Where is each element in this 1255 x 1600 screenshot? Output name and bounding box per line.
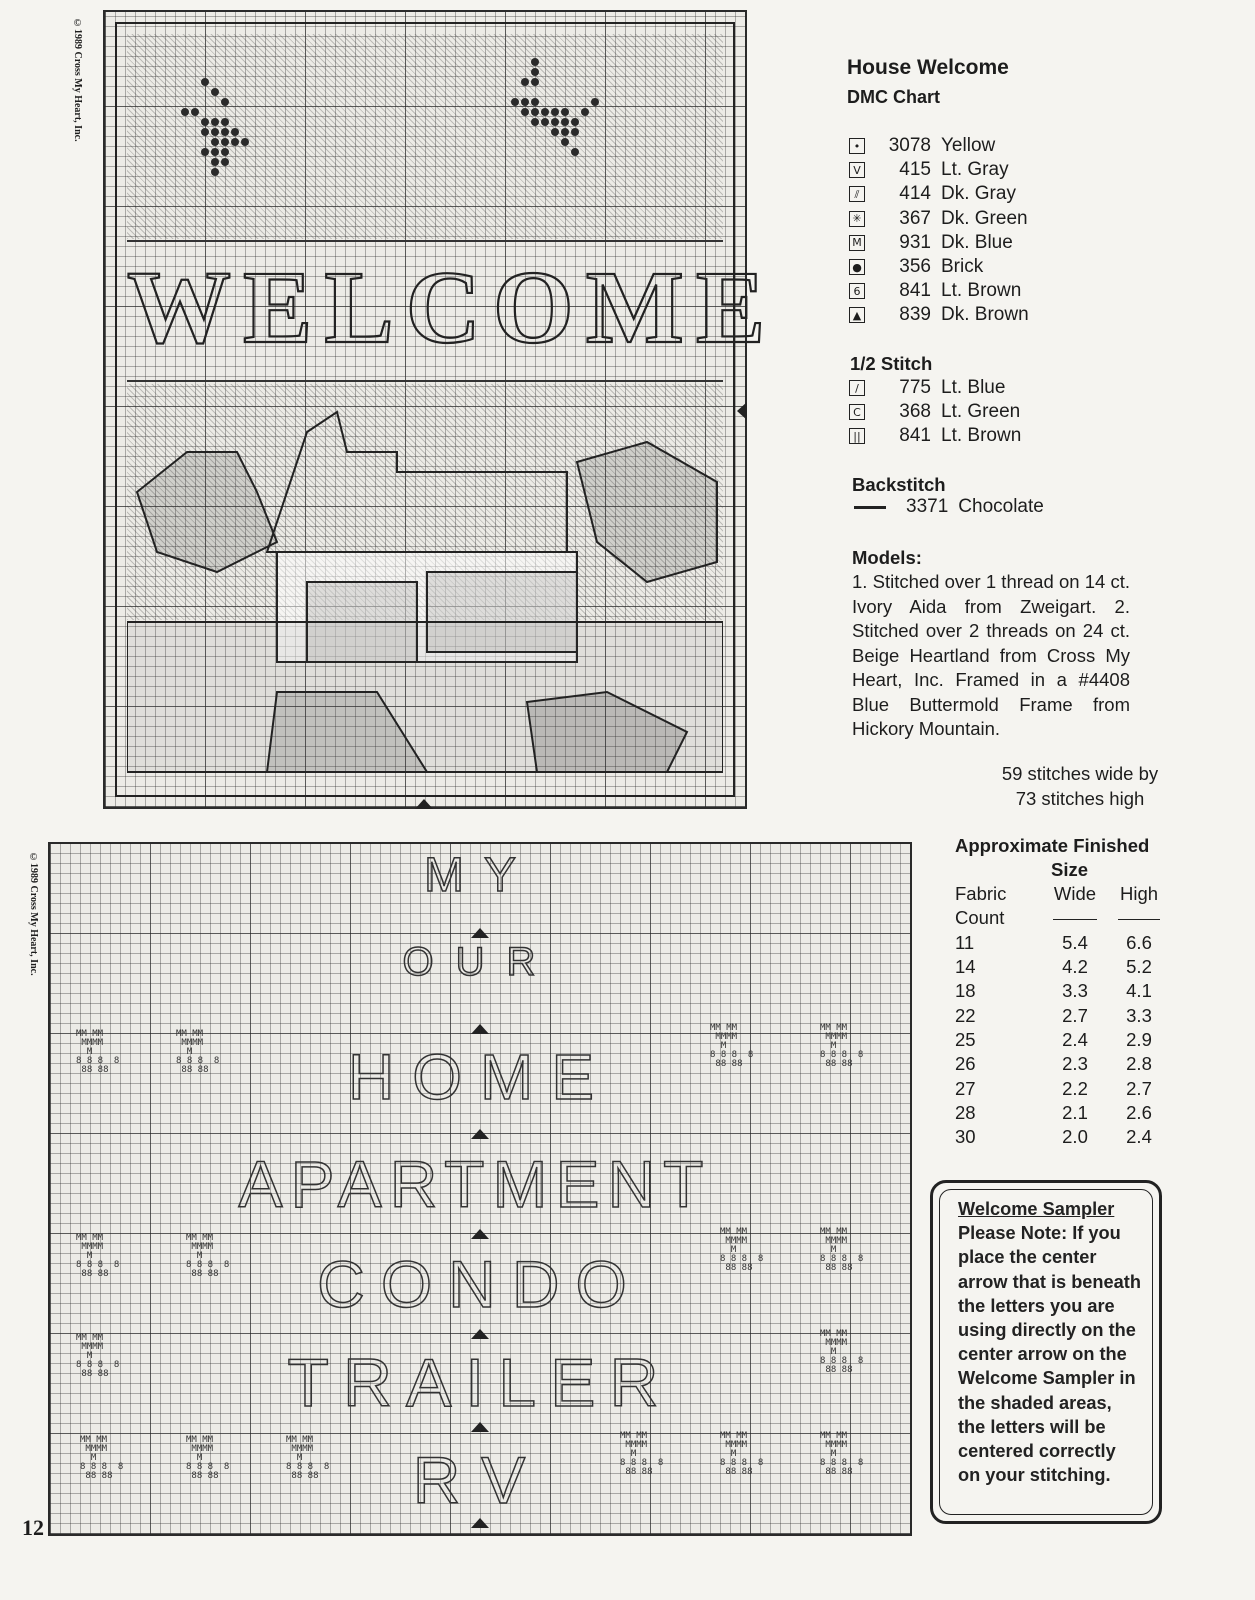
flower-motif: MM MM MMMM M 8 8 8 8 88 88 bbox=[80, 1435, 124, 1481]
house-scene bbox=[127, 392, 723, 782]
color-name: Dk. Green bbox=[941, 207, 1028, 229]
color-name: Dk. Gray bbox=[941, 183, 1016, 205]
size-high: 5.2 bbox=[1126, 956, 1152, 978]
legend-row bbox=[847, 182, 1107, 206]
flower-motif: MM MM MMMM M 8 8 8 8 88 88 bbox=[186, 1233, 230, 1279]
welcome-sampler-note bbox=[930, 1180, 1162, 1524]
color-name: Lt. Brown bbox=[941, 425, 1022, 447]
fabric-count: 22 bbox=[955, 1004, 976, 1026]
backstitch-heading: Backstitch bbox=[852, 474, 946, 495]
table-row bbox=[955, 1076, 1185, 1100]
size-wide: 5.4 bbox=[1062, 931, 1088, 953]
flower-motif: MM MM MMMM M 8 8 8 8 88 88 bbox=[710, 1023, 754, 1069]
stitch-count-width: 59 stitches wide by bbox=[1001, 763, 1159, 784]
note-title: Welcome Sampler bbox=[958, 1199, 1115, 1219]
size-wide: 3.3 bbox=[1062, 980, 1088, 1002]
col-high: High bbox=[1119, 883, 1159, 905]
center-arrow-icon bbox=[471, 928, 489, 938]
size-high: 4.1 bbox=[1126, 980, 1152, 1002]
flower-motif: MM MM MMMM M 8 8 8 8 88 88 bbox=[720, 1227, 764, 1273]
word-condo: CONDO bbox=[317, 1247, 643, 1321]
col-rule bbox=[1107, 907, 1171, 929]
half-stitch-heading: 1/2 Stitch bbox=[850, 353, 933, 374]
table-row bbox=[955, 979, 1185, 1003]
stitch-count bbox=[990, 762, 1170, 811]
center-arrow-icon bbox=[471, 1129, 489, 1139]
table-row bbox=[955, 1101, 1185, 1125]
backstitch-legend bbox=[854, 496, 1044, 518]
dmc-number: 841 bbox=[899, 425, 931, 447]
copyright-notice-top: ©1989 Cross My Heart, Inc. bbox=[72, 18, 83, 142]
size-table-subheading: Size bbox=[1051, 859, 1089, 880]
size-high: 2.9 bbox=[1126, 1028, 1152, 1050]
legend-row bbox=[847, 255, 1107, 279]
fabric-count: 14 bbox=[955, 956, 976, 978]
band-divider bbox=[127, 380, 723, 382]
chart-label: DMC Chart bbox=[847, 87, 940, 107]
word-my: MY bbox=[424, 849, 536, 902]
dot-symbol-icon: • bbox=[849, 138, 865, 154]
fabric-count: 26 bbox=[955, 1053, 976, 1075]
flower-motif: MM MM MMMM M 8 8 8 8 88 88 bbox=[76, 1333, 120, 1379]
word-apartment: APARTMENT bbox=[238, 1147, 712, 1221]
legend-row bbox=[847, 424, 1107, 448]
color-name: Dk. Blue bbox=[941, 231, 1013, 253]
dmc-number: 841 bbox=[899, 280, 931, 302]
legend-row bbox=[847, 158, 1107, 182]
legend-row bbox=[847, 134, 1107, 158]
half-stitch-legend bbox=[847, 376, 1107, 449]
filled-circle-symbol-icon: ● bbox=[849, 259, 865, 275]
size-table-header-row bbox=[955, 882, 1185, 906]
m-symbol-icon: M bbox=[849, 235, 865, 251]
size-high: 2.7 bbox=[1126, 1077, 1152, 1099]
dmc-number: 368 bbox=[899, 401, 931, 423]
sampler-word-chart bbox=[48, 842, 912, 1536]
note-text: Please Note: If you place the center arrow that is beneath the letters you are using directly on the center arrow on the Welcome Sampler in the shaded areas, the letters will be centered correctly on your stitching. bbox=[958, 1223, 1141, 1486]
copyright-notice-bottom: ©1989 Cross My Heart, Inc. bbox=[28, 852, 39, 976]
fabric-count: 28 bbox=[955, 1101, 976, 1123]
size-wide: 2.1 bbox=[1062, 1101, 1088, 1123]
backstitch-line-icon bbox=[854, 506, 886, 509]
legend-row bbox=[847, 279, 1107, 303]
legend-row bbox=[847, 303, 1107, 327]
word-home: HOME bbox=[348, 1041, 612, 1113]
six-symbol-icon: 6 bbox=[849, 283, 865, 299]
double-slash-symbol-icon: ⫽ bbox=[849, 186, 865, 202]
size-wide: 2.3 bbox=[1062, 1053, 1088, 1075]
center-arrow-bottom-icon bbox=[415, 799, 433, 809]
center-arrow-side-icon bbox=[737, 402, 747, 420]
color-name: Lt. Green bbox=[941, 401, 1021, 423]
page-number: 12 bbox=[22, 1515, 44, 1540]
table-row bbox=[955, 931, 1185, 955]
flower-motif: MM MM MMMM M 8 8 8 8 88 88 bbox=[76, 1233, 120, 1279]
legend-row bbox=[847, 376, 1107, 400]
table-row bbox=[955, 1028, 1185, 1052]
size-high: 2.8 bbox=[1126, 1053, 1152, 1075]
fabric-count: 18 bbox=[955, 980, 976, 1002]
flower-motif: MM MM MMMM M 8 8 8 8 88 88 bbox=[820, 1023, 864, 1069]
center-arrow-icon bbox=[471, 1518, 489, 1528]
table-row bbox=[955, 1003, 1185, 1027]
double-bar-symbol-icon: || bbox=[849, 428, 865, 444]
dmc-number: 414 bbox=[899, 183, 931, 205]
center-arrow-icon bbox=[471, 1329, 489, 1339]
asterisk-symbol-icon: ✳ bbox=[849, 211, 865, 227]
size-wide: 2.2 bbox=[1062, 1077, 1088, 1099]
size-wide: 2.7 bbox=[1062, 1004, 1088, 1026]
fabric-count: 11 bbox=[955, 931, 975, 953]
color-name: Lt. Brown bbox=[941, 280, 1022, 302]
size-high: 2.4 bbox=[1126, 1126, 1152, 1148]
color-name: Dk. Brown bbox=[941, 304, 1029, 326]
table-row bbox=[955, 1052, 1185, 1076]
models-text: 1. Stitched over 1 thread on 14 ct. Ivory Aida from Zweigart. 2. Stitched over 2 threads on 24 ct. Beige Heartland from Cross My Heart, Inc. Framed in a #4408 Blue Buttermold Frame from Hickory Mountain. bbox=[852, 571, 1130, 739]
dmc-number: 775 bbox=[899, 377, 931, 399]
size-high: 3.3 bbox=[1126, 1004, 1152, 1026]
word-rv: RV bbox=[412, 1443, 548, 1517]
center-arrow-icon bbox=[471, 1422, 489, 1432]
pattern-title: House Welcome bbox=[847, 56, 1009, 79]
house-welcome-chart bbox=[103, 10, 778, 809]
color-legend bbox=[847, 134, 1107, 328]
flower-motif: MM MM MMMM M 8 8 8 8 88 88 bbox=[720, 1431, 764, 1477]
col-count: Count bbox=[955, 907, 1005, 929]
size-high: 2.6 bbox=[1126, 1101, 1152, 1123]
size-wide: 4.2 bbox=[1062, 956, 1088, 978]
fabric-count: 30 bbox=[955, 1126, 976, 1148]
color-name: Yellow bbox=[941, 135, 996, 157]
welcome-word: WELCOME bbox=[127, 250, 778, 365]
center-arrow-icon bbox=[471, 1024, 489, 1034]
color-name: Chocolate bbox=[958, 496, 1044, 517]
col-rule bbox=[1043, 907, 1107, 929]
size-high: 6.6 bbox=[1126, 931, 1152, 953]
legend-row bbox=[847, 231, 1107, 255]
dmc-number: 415 bbox=[899, 159, 931, 181]
size-wide: 2.4 bbox=[1062, 1028, 1088, 1050]
models-heading: Models: bbox=[852, 547, 922, 568]
dmc-number: 356 bbox=[899, 256, 931, 278]
dmc-number: 367 bbox=[899, 207, 931, 229]
color-name: Lt. Blue bbox=[941, 377, 1006, 399]
center-arrow-icon bbox=[471, 1229, 489, 1239]
flower-motif: MM MM MMMM M 8 8 8 8 88 88 bbox=[186, 1435, 230, 1481]
table-row bbox=[955, 1125, 1185, 1149]
size-table-heading: Approximate Finished bbox=[955, 835, 1150, 856]
v-symbol-icon: V bbox=[849, 162, 865, 178]
table-row bbox=[955, 955, 1185, 979]
dmc-number: 3371 bbox=[906, 496, 949, 517]
flower-motif: MM MM MMMM M 8 8 8 8 88 88 bbox=[820, 1431, 864, 1477]
word-our: OUR bbox=[402, 940, 558, 984]
dmc-number: 839 bbox=[899, 304, 931, 326]
color-name: Brick bbox=[941, 256, 984, 278]
triangle-symbol-icon: ▲ bbox=[849, 307, 865, 323]
flower-motif: MM MM MMMM M 8 8 8 8 88 88 bbox=[286, 1435, 330, 1481]
slash-symbol-icon: / bbox=[849, 380, 865, 396]
flower-motif: MM MM MMMM M 8 8 8 8 88 88 bbox=[820, 1329, 864, 1375]
bird-motif-left bbox=[175, 72, 260, 182]
size-wide: 2.0 bbox=[1062, 1126, 1088, 1148]
fabric-count: 25 bbox=[955, 1028, 976, 1050]
flower-motif: MM MM MMMM M 8 8 8 8 88 88 bbox=[620, 1431, 664, 1477]
c-symbol-icon: C bbox=[849, 404, 865, 420]
stitch-count-height: 73 stitches high bbox=[1015, 787, 1145, 809]
flower-motif: MM MM MMMM M 8 8 8 8 88 88 bbox=[176, 1029, 220, 1075]
legend-row bbox=[847, 207, 1107, 231]
dmc-number: 931 bbox=[899, 231, 931, 253]
word-trailer: TRAILER bbox=[287, 1345, 673, 1421]
col-wide: Wide bbox=[1053, 883, 1097, 905]
flower-motif: MM MM MMMM M 8 8 8 8 88 88 bbox=[820, 1227, 864, 1273]
size-table-header-row bbox=[955, 906, 1185, 930]
fabric-count: 27 bbox=[955, 1077, 976, 1099]
legend-row bbox=[847, 400, 1107, 424]
dmc-number: 3078 bbox=[888, 135, 931, 157]
note-inner-frame bbox=[939, 1189, 1153, 1515]
flower-motif: MM MM MMMM M 8 8 8 8 88 88 bbox=[76, 1029, 120, 1075]
finished-size-table bbox=[955, 834, 1185, 1149]
bird-motif-right bbox=[505, 52, 615, 162]
band-divider bbox=[127, 240, 723, 242]
color-name: Lt. Gray bbox=[941, 159, 1009, 181]
col-fabric: Fabric bbox=[955, 883, 1007, 905]
